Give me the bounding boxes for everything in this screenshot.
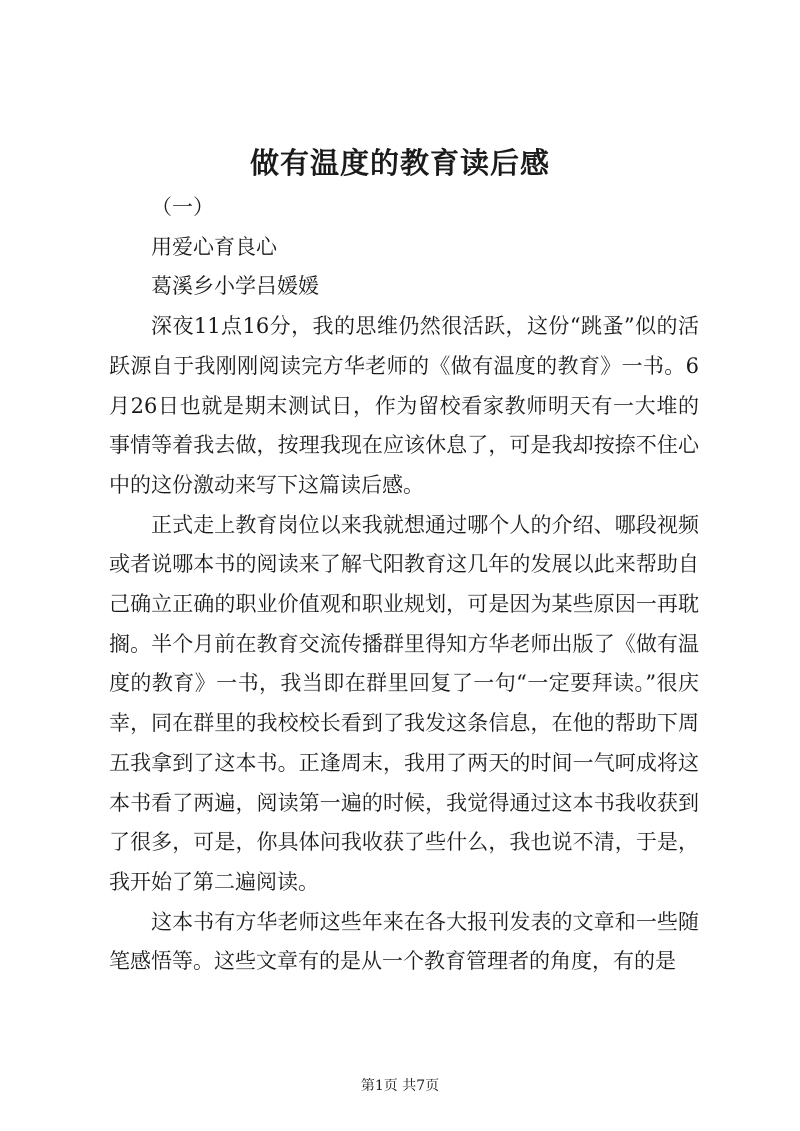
body-paragraph: 深夜11点16分，我的思维仍然很活跃，这份“跳蚤”似的活跃源自于我刚刚阅读完方华老师的《做有温度的教育》一书。6月26日也就是期末测试日，作为留校看家教师明天有一大堆的事情等着我去做，按理我现在应该休息了，可是我却按捺不住心中的这份激动来写下这篇读后感。 xyxy=(109,314,699,497)
author-line: 葛溪乡小学吕媛媛 xyxy=(151,274,319,299)
body-paragraph: 这本书有方华老师这些年来在各大报刊发表的文章和一些随笔感悟等。这些文章有的是从一个教育管理者的角度，有的是 xyxy=(109,909,699,974)
section-number: （一） xyxy=(151,195,214,219)
body-paragraph: 正式走上教育岗位以来我就想通过哪个人的介绍、哪段视频或者说哪本书的阅读来了解弋阳教育这几年的发展以此来帮助自己确立正确的职业价值观和职业规划，可是因为某些原因一再耽搁。半个月前在教育交流传播群里得知方华老师出版了《做有温度的教育》一书，我当即在群里回复了一句“一定要拜读。”很庆幸，同在群里的我校校长看到了我发这条信息，在他的帮助下周五我拿到了这本书。正逢周末，我用了两天的时间一气呵成将这本书看了两遍，阅读第一遍的时候，我觉得通过这本书我收获到了很多，可是，你具体问我收获了些什么，我也说不清，于是，我开始了第二遍阅读。 xyxy=(109,512,699,894)
page-number-footer: 第1页 共7页 xyxy=(360,1078,440,1094)
document-body xyxy=(109,188,699,982)
document-title: 做有温度的教育读后感 xyxy=(249,146,550,180)
essay-subtitle: 用爱心育良心 xyxy=(151,234,277,259)
